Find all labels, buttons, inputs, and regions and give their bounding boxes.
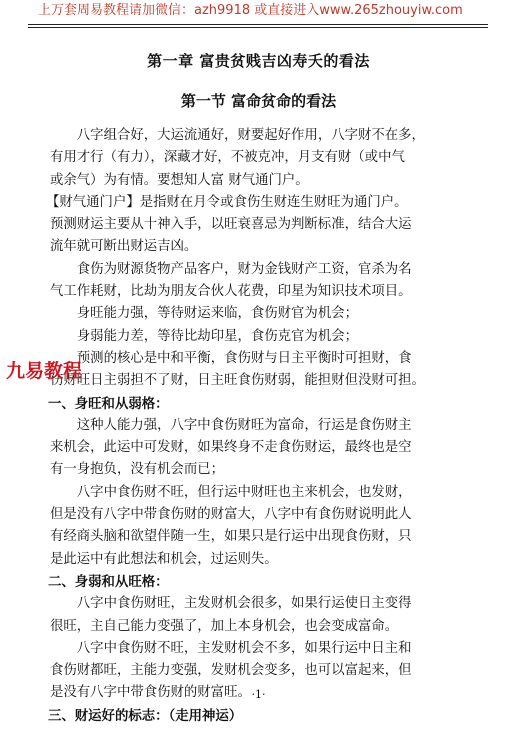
- body-text: [46, 125, 480, 727]
- text-line: 很旺，主自己能力变强了，加上本身机会，也会变成富命。: [50, 618, 399, 634]
- text-line: 预测财运主要从十神入手，以旺衰喜忌为判断标准，结合大运: [50, 217, 412, 233]
- text-line: 八字中食伤财不旺，主发财机会不多，如果行运中日主和: [76, 640, 412, 656]
- text-line: 是没有八字中带食伤财的财富旺。: [50, 685, 251, 701]
- text-line: 【财气通门户】是指财在月令或食伤生财连生财旺为通门户。: [46, 194, 408, 210]
- text-line: 食伤为财源货物产品客户，财为金钱财产工资，官杀为名: [76, 261, 412, 277]
- text-line: 八字中食伤财不旺，但行运中财旺也主来机会，也发财，: [76, 484, 412, 500]
- text-line: 身弱能力差，等待比劫印星，食伤克官为机会；: [76, 328, 358, 344]
- text-line: 有一身抱负，没有机会而已；: [50, 462, 225, 478]
- text-line: 这种人能力强，八字中食伤财旺为富命，行运是食伤财主: [76, 417, 412, 433]
- watermark-logo: 九易教程: [6, 360, 83, 382]
- text-line: 是此运中有此想法和机会，过运则失。: [50, 551, 278, 567]
- text-line: 食伤财都旺，主能力变强，发财机会变多，也可以富起来，但: [50, 663, 412, 679]
- text-line: 有用才行（有力），深藏才好，不被克冲，月支有财（或中气: [50, 150, 405, 166]
- text-line: 八字组合好，大运流通好，财要起好作用，八字财不在多，: [76, 128, 425, 143]
- subheading: 三、财运好的标志：（走用神运）: [48, 707, 243, 724]
- text-line: 或余气）为有情。要想知人富 财气通门户。: [50, 172, 309, 188]
- text-line: 但是没有八字中带食伤财的财富大，八字中有食伤财说明此人: [50, 507, 412, 523]
- top-ad-banner: 上万套周易教程请加微信：azh9918 或直接进入www.265zhouyiw.com: [38, 3, 463, 18]
- chapter-title: 第一章 富贵贫贱吉凶寿夭的看法: [147, 52, 370, 70]
- page-number: ·1·: [251, 688, 266, 701]
- subheading: 一、身旺和从弱格：: [48, 395, 169, 412]
- text-line: 八字中食伤财旺，主发财机会很多，如果行运使日主变得: [76, 596, 412, 612]
- section-title: 第一节 富命贫命的看法: [180, 92, 337, 110]
- subheading: 二、身弱和从旺格：: [48, 573, 169, 590]
- text-line: 流年就可断出财运吉凶。: [50, 239, 198, 255]
- text-line: 预测的核心是中和平衡，食伤财与日主平衡时可担财，食: [76, 350, 412, 366]
- text-line: 身旺能力强，等待财运来临，食伤财官为机会；: [76, 306, 358, 322]
- text-line: 伤财旺日主弱担不了财，日主旺食伤财弱，能担财但没财可担。: [50, 373, 425, 389]
- header-rule: [28, 24, 488, 25]
- header-rule-thin: [28, 27, 488, 28]
- text-line: 来机会，此运中可发财，如果终身不走食伤财运，最终也是空: [50, 440, 412, 456]
- text-line: 有经商头脑和欲望伴随一生，如果只是行运中出现食伤财，只: [50, 529, 412, 545]
- text-line: 气工作耗财，比劫为朋友合伙人花费，印星为知识技术项目。: [50, 284, 412, 300]
